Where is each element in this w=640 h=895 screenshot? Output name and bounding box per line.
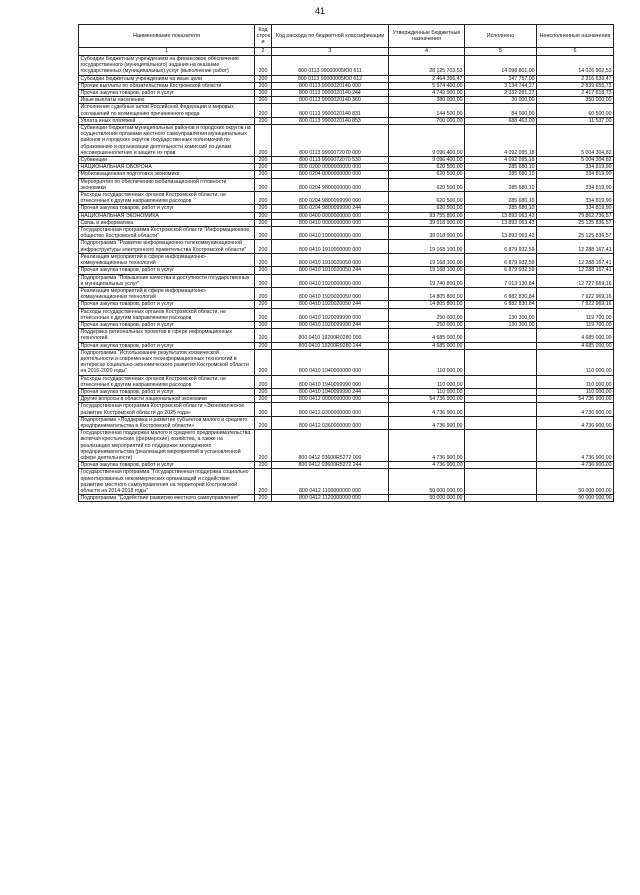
row-executed-cell <box>465 469 537 495</box>
row-approved-cell: 110 000,00 <box>389 388 465 395</box>
row-code-cell: 200 <box>255 287 272 300</box>
row-unexecuted-cell: 4 736 900,00 <box>537 430 614 462</box>
row-code-cell: 200 <box>255 321 272 328</box>
row-name-cell: Прочая закупка товаров, работ и услуг <box>79 267 255 274</box>
row-executed-cell: 130 300,00 <box>465 321 537 328</box>
row-code-cell: 200 <box>255 396 272 403</box>
row-name-cell: Прочая закупка товаров, работ и услуг <box>79 205 255 212</box>
row-name-cell: Субвенции бюджетам муниципальных районов и городских округов на осуществление органами местного самоуправления муниципальных районов и городских округов государственных полномочий по образованию и организации деятельности комиссий по делам несовершеннолетних и защите их прав <box>79 125 255 157</box>
table-row <box>79 462 614 469</box>
row-classification-cell: 800 0412 0300000000 000 <box>272 403 389 416</box>
row-executed-cell: 13 893 063,43 <box>465 227 537 240</box>
table-row <box>79 240 614 253</box>
row-unexecuted-cell: 119 700,00 <box>537 308 614 321</box>
row-code-cell: 200 <box>255 82 272 89</box>
row-approved-cell: 19 168 100,00 <box>389 253 465 266</box>
row-approved-cell: 9 096 400,00 <box>389 157 465 164</box>
row-classification-cell: 800 0410 1940000000 000 <box>272 349 389 375</box>
row-unexecuted-cell: 4 685 000,00 <box>537 329 614 342</box>
row-name-cell: Расходы государственных органов Костромской области, не отнесенные к другим направлениям расходов <box>79 192 255 205</box>
row-unexecuted-cell: 4 685 000,00 <box>537 342 614 349</box>
table-row <box>79 321 614 328</box>
row-code-cell: 200 <box>255 469 272 495</box>
row-name-cell: Иные выплаты населению <box>79 97 255 104</box>
table-row <box>79 212 614 219</box>
table-row <box>79 117 614 124</box>
row-code-cell: 200 <box>255 219 272 226</box>
row-approved-cell: 14 805 800,00 <box>389 287 465 300</box>
row-name-cell: Субсидии бюджетным учреждениям на иные цели <box>79 75 255 82</box>
table-row <box>79 125 614 157</box>
row-executed-cell: 285 680,10 <box>465 192 537 205</box>
row-code-cell: 200 <box>255 403 272 416</box>
header-executed: Исполнено <box>465 25 537 48</box>
row-name-cell: Государственная поддержка малого и среднего предпринимательства, включая крестьянские (фермерские) хозяйства, а также на реализацию мероприятий по поддержке молодежного предпринимательства (реализация мероприятий в установленной сфере деятельности) <box>79 430 255 462</box>
row-executed-cell: 6 882 830,84 <box>465 287 537 300</box>
row-classification-cell: 800 0412 03600R5272 000 <box>272 430 389 462</box>
row-name-cell: Прочая закупка товаров, работ и услуг <box>79 301 255 308</box>
row-executed-cell <box>465 388 537 395</box>
row-name-cell: Подпрограмма "Использование результатов космической деятельности и современных геоинформационных технологий в интересах социально-экономического развития Костромской области на 2016-2020 годы" <box>79 349 255 375</box>
row-classification-cell: 800 0204 9800099990 000 <box>272 192 389 205</box>
table-row <box>79 157 614 164</box>
row-name-cell: Подпрограмма "Содействие развитию местного самоуправления" <box>79 495 255 502</box>
row-executed-cell: 84 000,00 <box>465 104 537 117</box>
row-executed-cell <box>465 396 537 403</box>
row-classification-cell: 800 0204 0000000000 000 <box>272 171 389 178</box>
table-row <box>79 329 614 342</box>
row-unexecuted-cell: 334 819,90 <box>537 171 614 178</box>
column-number: 5 <box>465 48 537 56</box>
row-unexecuted-cell: 12 288 167,41 <box>537 253 614 266</box>
row-code-cell: 200 <box>255 416 272 429</box>
row-approved-cell: 620 500,00 <box>389 205 465 212</box>
row-code-cell: 200 <box>255 240 272 253</box>
row-classification-cell: 800 0400 0000000000 000 <box>272 212 389 219</box>
row-unexecuted-cell: 11 537,00 <box>537 117 614 124</box>
row-classification-cell: 800 0410 19200R0280 244 <box>272 342 389 349</box>
row-executed-cell: 285 680,10 <box>465 178 537 191</box>
row-unexecuted-cell: 2 417 618,73 <box>537 90 614 97</box>
table-row <box>79 287 614 300</box>
table-row <box>79 219 614 226</box>
row-classification-cell: 800 0204 9800099990 244 <box>272 205 389 212</box>
row-approved-cell: 28 125 703,53 <box>389 56 465 76</box>
table-row <box>79 267 614 274</box>
row-approved-cell: 250 000,00 <box>389 321 465 328</box>
table-row <box>79 469 614 495</box>
table-row <box>79 82 614 89</box>
table-row <box>79 192 614 205</box>
table-row <box>79 396 614 403</box>
row-classification-cell: 800 0113 99000005Ю0 612 <box>272 75 389 82</box>
table-row <box>79 104 614 117</box>
row-classification-cell: 800 0410 1920099990 244 <box>272 321 389 328</box>
row-classification-cell: 800 0412 0360000000 000 <box>272 416 389 429</box>
row-classification-cell: 800 0113 9900072070 000 <box>272 125 389 157</box>
row-approved-cell: 144 500,00 <box>389 104 465 117</box>
header-approved: Утвержденные бюджетные назначения <box>389 25 465 48</box>
row-executed-cell: 30 000,00 <box>465 97 537 104</box>
row-unexecuted-cell: 110 000,00 <box>537 349 614 375</box>
row-unexecuted-cell: 5 004 304,82 <box>537 125 614 157</box>
row-code-cell: 200 <box>255 495 272 502</box>
row-name-cell: Другие вопросы в области национальной экономики <box>79 396 255 403</box>
table-row <box>79 171 614 178</box>
table-row <box>79 388 614 395</box>
row-classification-cell: 800 0410 1910020050 244 <box>272 267 389 274</box>
table-row <box>79 308 614 321</box>
row-executed-cell <box>465 416 537 429</box>
row-name-cell: НАЦИОНАЛЬНАЯ ЭКОНОМИКА <box>79 212 255 219</box>
row-name-cell: Подпрограмма «Поддержка и развитие субъектов малого и среднего предпринимательства в Костромской области» <box>79 416 255 429</box>
row-approved-cell: 19 168 100,00 <box>389 240 465 253</box>
row-name-cell: Исполнение судебных актов Российской Федерации и мировых соглашений по возмещению причиненного вреда <box>79 104 255 117</box>
table-row <box>79 97 614 104</box>
table-row <box>79 349 614 375</box>
row-executed-cell: 147 757,00 <box>465 75 537 82</box>
column-number: 4 <box>389 48 465 56</box>
row-executed-cell: 2 332 281,27 <box>465 90 537 97</box>
row-executed-cell: 14 098 801,00 <box>465 56 537 76</box>
table-row <box>79 495 614 502</box>
table-row <box>79 90 614 97</box>
row-classification-cell: 800 0412 1100000000 000 <box>272 469 389 495</box>
row-name-cell: НАЦИОНАЛЬНАЯ ОБОРОНА <box>79 164 255 171</box>
column-number: 6 <box>537 48 614 56</box>
row-executed-cell: 13 893 063,43 <box>465 219 537 226</box>
row-executed-cell: 6 882 830,84 <box>465 301 537 308</box>
row-name-cell: Прочая закупка товаров, работ и услуг <box>79 342 255 349</box>
row-classification-cell: 800 0412 03600R5272 244 <box>272 462 389 469</box>
row-classification-cell: 800 0412 1120000000 000 <box>272 495 389 502</box>
row-classification-cell: 800 0410 1920099990 000 <box>272 308 389 321</box>
row-code-cell: 200 <box>255 205 272 212</box>
row-code-cell: 200 <box>255 157 272 164</box>
row-approved-cell: 2 464 396,47 <box>389 75 465 82</box>
row-executed-cell: 4 092 095,18 <box>465 125 537 157</box>
row-executed-cell: 688 463,00 <box>465 117 537 124</box>
row-code-cell: 200 <box>255 462 272 469</box>
row-unexecuted-cell: 119 700,00 <box>537 321 614 328</box>
row-approved-cell: 54 736 900,00 <box>389 396 465 403</box>
row-unexecuted-cell: 4 736 900,00 <box>537 462 614 469</box>
row-name-cell: Государственная программа Костромской области «Экономическое развитие Костромской области до 2025 года» <box>79 403 255 416</box>
row-approved-cell: 14 805 800,00 <box>389 301 465 308</box>
row-unexecuted-cell: 4 736 900,00 <box>537 403 614 416</box>
page-number: 41 <box>314 6 325 16</box>
row-approved-cell: 50 000 000,00 <box>389 469 465 495</box>
row-name-cell: Расходы государственных органов Костромской области, не отнесенные к другим направлениям расходов <box>79 375 255 388</box>
table-row <box>79 416 614 429</box>
row-unexecuted-cell: 50 000 000,00 <box>537 495 614 502</box>
table-row <box>79 56 614 76</box>
row-code-cell: 200 <box>255 342 272 349</box>
row-name-cell: Субвенции <box>79 157 255 164</box>
row-executed-cell <box>465 430 537 462</box>
row-unexecuted-cell: 110 000,00 <box>537 388 614 395</box>
row-unexecuted-cell: 7 922 969,16 <box>537 301 614 308</box>
row-classification-cell: 800 0200 0000000000 000 <box>272 164 389 171</box>
row-classification-cell: 800 0410 1940099990 244 <box>272 388 389 395</box>
row-approved-cell: 380 000,00 <box>389 97 465 104</box>
column-numbers-row <box>79 48 614 56</box>
row-approved-cell: 4 736 900,00 <box>389 416 465 429</box>
row-executed-cell <box>465 329 537 342</box>
row-classification-cell: 800 0113 99000005Ю0 611 <box>272 56 389 76</box>
row-classification-cell: 800 0113 9900020140 831 <box>272 104 389 117</box>
row-code-cell: 200 <box>255 329 272 342</box>
row-unexecuted-cell: 5 004 304,82 <box>537 157 614 164</box>
row-code-cell: 200 <box>255 430 272 462</box>
row-code-cell: 200 <box>255 388 272 395</box>
row-name-cell: Реализация мероприятий в сфере информационно-коммуникационных технологий <box>79 287 255 300</box>
row-approved-cell: 93 755 800,00 <box>389 212 465 219</box>
row-classification-cell: 800 0410 1910020050 000 <box>272 253 389 266</box>
row-name-cell: Уплата иных платежей <box>79 117 255 124</box>
row-code-cell: 200 <box>255 301 272 308</box>
table-row <box>79 430 614 462</box>
column-number: 2 <box>255 48 272 56</box>
row-code-cell: 200 <box>255 171 272 178</box>
row-name-cell: Реализация мероприятий в сфере информационно-коммуникационных технологий <box>79 253 255 266</box>
row-name-cell: Государственная программа Костромской области "Информационное общество Костромской области" <box>79 227 255 240</box>
row-executed-cell: 6 879 932,59 <box>465 267 537 274</box>
header-unexecuted: Неисполненные назначения <box>537 25 614 48</box>
row-approved-cell: 250 000,00 <box>389 308 465 321</box>
row-approved-cell: 39 018 900,00 <box>389 219 465 226</box>
row-classification-cell: 800 0410 1920020050 000 <box>272 287 389 300</box>
row-code-cell: 200 <box>255 267 272 274</box>
row-approved-cell: 4 736 900,00 <box>389 430 465 462</box>
row-approved-cell: 5 974 400,00 <box>389 82 465 89</box>
table-header <box>79 25 614 56</box>
header-classification: Код расхода по бюджетной классификации <box>272 25 389 48</box>
table-row <box>79 403 614 416</box>
row-approved-cell: 4 736 900,00 <box>389 462 465 469</box>
row-unexecuted-cell: 79 862 736,57 <box>537 212 614 219</box>
row-unexecuted-cell: 350 000,00 <box>537 97 614 104</box>
row-unexecuted-cell: 60 500,00 <box>537 104 614 117</box>
row-code-cell: 200 <box>255 178 272 191</box>
row-unexecuted-cell: 7 922 969,16 <box>537 287 614 300</box>
row-code-cell: 200 <box>255 117 272 124</box>
row-code-cell: 200 <box>255 125 272 157</box>
row-approved-cell: 110 000,00 <box>389 349 465 375</box>
row-name-cell: Подпрограмма "Развитие информационно-телекоммуникационной инфраструктуры электронного правительства Костромской области" <box>79 240 255 253</box>
row-approved-cell: 19 740 800,00 <box>389 274 465 287</box>
row-name-cell: Государственная программа "Государственная поддержка социально ориентированных некоммерческих организаций и содействие развитию местного самоуправления на территории Костромской области на 2014-2018 годы" <box>79 469 255 495</box>
row-unexecuted-cell: 2 316 639,47 <box>537 75 614 82</box>
row-name-cell: Расходы государственных органов Костромской области, не отнесенные к другим направлениям расходов <box>79 308 255 321</box>
table-row <box>79 164 614 171</box>
row-approved-cell: 39 018 900,00 <box>389 227 465 240</box>
row-unexecuted-cell: 12 727 669,16 <box>537 274 614 287</box>
row-unexecuted-cell: 334 819,90 <box>537 205 614 212</box>
row-executed-cell: 7 013 130,84 <box>465 274 537 287</box>
row-approved-cell: 620 500,00 <box>389 178 465 191</box>
table-row <box>79 342 614 349</box>
row-classification-cell: 800 0410 1910000000 000 <box>272 240 389 253</box>
row-executed-cell: 6 879 932,59 <box>465 253 537 266</box>
row-classification-cell: 800 0410 1940099990 000 <box>272 375 389 388</box>
row-classification-cell: 800 0113 9900072070 530 <box>272 157 389 164</box>
table-row <box>79 75 614 82</box>
row-unexecuted-cell: 25 125 836,57 <box>537 227 614 240</box>
row-approved-cell: 4 749 900,00 <box>389 90 465 97</box>
row-code-cell: 200 <box>255 349 272 375</box>
row-code-cell: 200 <box>255 308 272 321</box>
row-executed-cell: 13 893 063,43 <box>465 212 537 219</box>
row-approved-cell: 4 736 900,00 <box>389 403 465 416</box>
table-row <box>79 274 614 287</box>
row-classification-cell: 800 0410 1900000000 000 <box>272 227 389 240</box>
row-name-cell: Прочая закупка товаров, работ и услуг <box>79 321 255 328</box>
row-executed-cell <box>465 349 537 375</box>
table-row <box>79 375 614 388</box>
table-row <box>79 205 614 212</box>
row-unexecuted-cell: 4 736 900,00 <box>537 416 614 429</box>
row-name-cell: Мобилизационная подготовка экономики <box>79 171 255 178</box>
row-unexecuted-cell: 14 026 902,53 <box>537 56 614 76</box>
column-number: 3 <box>272 48 389 56</box>
row-approved-cell: 620 500,00 <box>389 171 465 178</box>
row-unexecuted-cell: 12 288 167,41 <box>537 267 614 274</box>
row-approved-cell: 620 500,00 <box>389 164 465 171</box>
row-name-cell: Связь и информатика <box>79 219 255 226</box>
row-code-cell: 200 <box>255 104 272 117</box>
row-executed-cell <box>465 375 537 388</box>
row-code-cell: 200 <box>255 56 272 76</box>
row-code-cell: 200 <box>255 192 272 205</box>
row-code-cell: 200 <box>255 274 272 287</box>
row-approved-cell: 9 096 400,00 <box>389 125 465 157</box>
row-name-cell: Прочая закупка товаров, работ и услуг <box>79 462 255 469</box>
row-approved-cell: 620 500,00 <box>389 192 465 205</box>
budget-execution-table <box>78 24 614 502</box>
row-approved-cell: 50 000 000,00 <box>389 495 465 502</box>
table-row <box>79 227 614 240</box>
row-name-cell: Подпрограмма "Повышение качества и доступности государственных и муниципальных услуг" <box>79 274 255 287</box>
row-classification-cell: 800 0113 9900020140 000 <box>272 82 389 89</box>
row-classification-cell: 800 0113 9900020140 853 <box>272 117 389 124</box>
row-unexecuted-cell: 334 819,90 <box>537 192 614 205</box>
row-classification-cell: 800 0410 19200R0280 000 <box>272 329 389 342</box>
row-executed-cell <box>465 462 537 469</box>
table-row <box>79 301 614 308</box>
row-classification-cell: 800 0204 9800000000 000 <box>272 178 389 191</box>
row-approved-cell: 4 685 000,00 <box>389 329 465 342</box>
row-name-cell: Субсидии бюджетным учреждениям на финансовое обеспечение государственного (муниципального) задания на оказание государственных (муниципальных) услуг (выполнение работ) <box>79 56 255 76</box>
header-name: Наименование показателя <box>79 25 255 48</box>
row-approved-cell: 110 000,00 <box>389 375 465 388</box>
row-unexecuted-cell: 25 125 836,57 <box>537 219 614 226</box>
row-code-cell: 200 <box>255 164 272 171</box>
row-classification-cell: 800 0410 0000000000 000 <box>272 219 389 226</box>
row-unexecuted-cell: 334 819,90 <box>537 178 614 191</box>
row-executed-cell: 285 680,10 <box>465 164 537 171</box>
row-name-cell: Поддержка региональных проектов в сфере информационных технологий <box>79 329 255 342</box>
row-executed-cell <box>465 403 537 416</box>
row-name-cell: Прочая закупка товаров, работ и услуг <box>79 90 255 97</box>
row-code-cell: 200 <box>255 75 272 82</box>
row-executed-cell: 285 680,10 <box>465 171 537 178</box>
row-name-cell: Мероприятия по обеспечению мобилизационной готовности экономики <box>79 178 255 191</box>
row-executed-cell <box>465 495 537 502</box>
row-classification-cell: 800 0410 1920020050 244 <box>272 301 389 308</box>
row-unexecuted-cell: 54 736 900,00 <box>537 396 614 403</box>
row-approved-cell: 19 168 100,00 <box>389 267 465 274</box>
row-unexecuted-cell: 110 000,00 <box>537 375 614 388</box>
row-code-cell: 200 <box>255 90 272 97</box>
row-name-cell: Прочая закупка товаров, работ и услуг <box>79 388 255 395</box>
row-unexecuted-cell: 334 819,90 <box>537 164 614 171</box>
table-row <box>79 253 614 266</box>
row-executed-cell: 130 300,00 <box>465 308 537 321</box>
row-code-cell: 200 <box>255 375 272 388</box>
table-row <box>79 178 614 191</box>
row-approved-cell: 700 000,00 <box>389 117 465 124</box>
header-code: Код строк и <box>255 25 272 48</box>
table-body <box>79 56 614 502</box>
row-classification-cell: 800 0412 0000000000 000 <box>272 396 389 403</box>
row-approved-cell: 4 685 000,00 <box>389 342 465 349</box>
row-classification-cell: 800 0113 9900020140 244 <box>272 90 389 97</box>
row-executed-cell <box>465 342 537 349</box>
row-code-cell: 200 <box>255 212 272 219</box>
row-classification-cell: 800 0113 9900020140 360 <box>272 97 389 104</box>
row-code-cell: 200 <box>255 227 272 240</box>
row-executed-cell: 4 092 095,18 <box>465 157 537 164</box>
row-executed-cell: 3 134 744,27 <box>465 82 537 89</box>
row-classification-cell: 800 0410 1920000000 000 <box>272 274 389 287</box>
row-unexecuted-cell: 2 839 655,73 <box>537 82 614 89</box>
row-name-cell: Прочие выплаты по обязательствам Костромской области <box>79 82 255 89</box>
row-code-cell: 200 <box>255 97 272 104</box>
row-executed-cell: 6 879 932,59 <box>465 240 537 253</box>
row-executed-cell: 285 680,10 <box>465 205 537 212</box>
column-number: 1 <box>79 48 255 56</box>
row-code-cell: 200 <box>255 253 272 266</box>
row-unexecuted-cell: 12 288 167,41 <box>537 240 614 253</box>
row-unexecuted-cell: 50 000 000,00 <box>537 469 614 495</box>
